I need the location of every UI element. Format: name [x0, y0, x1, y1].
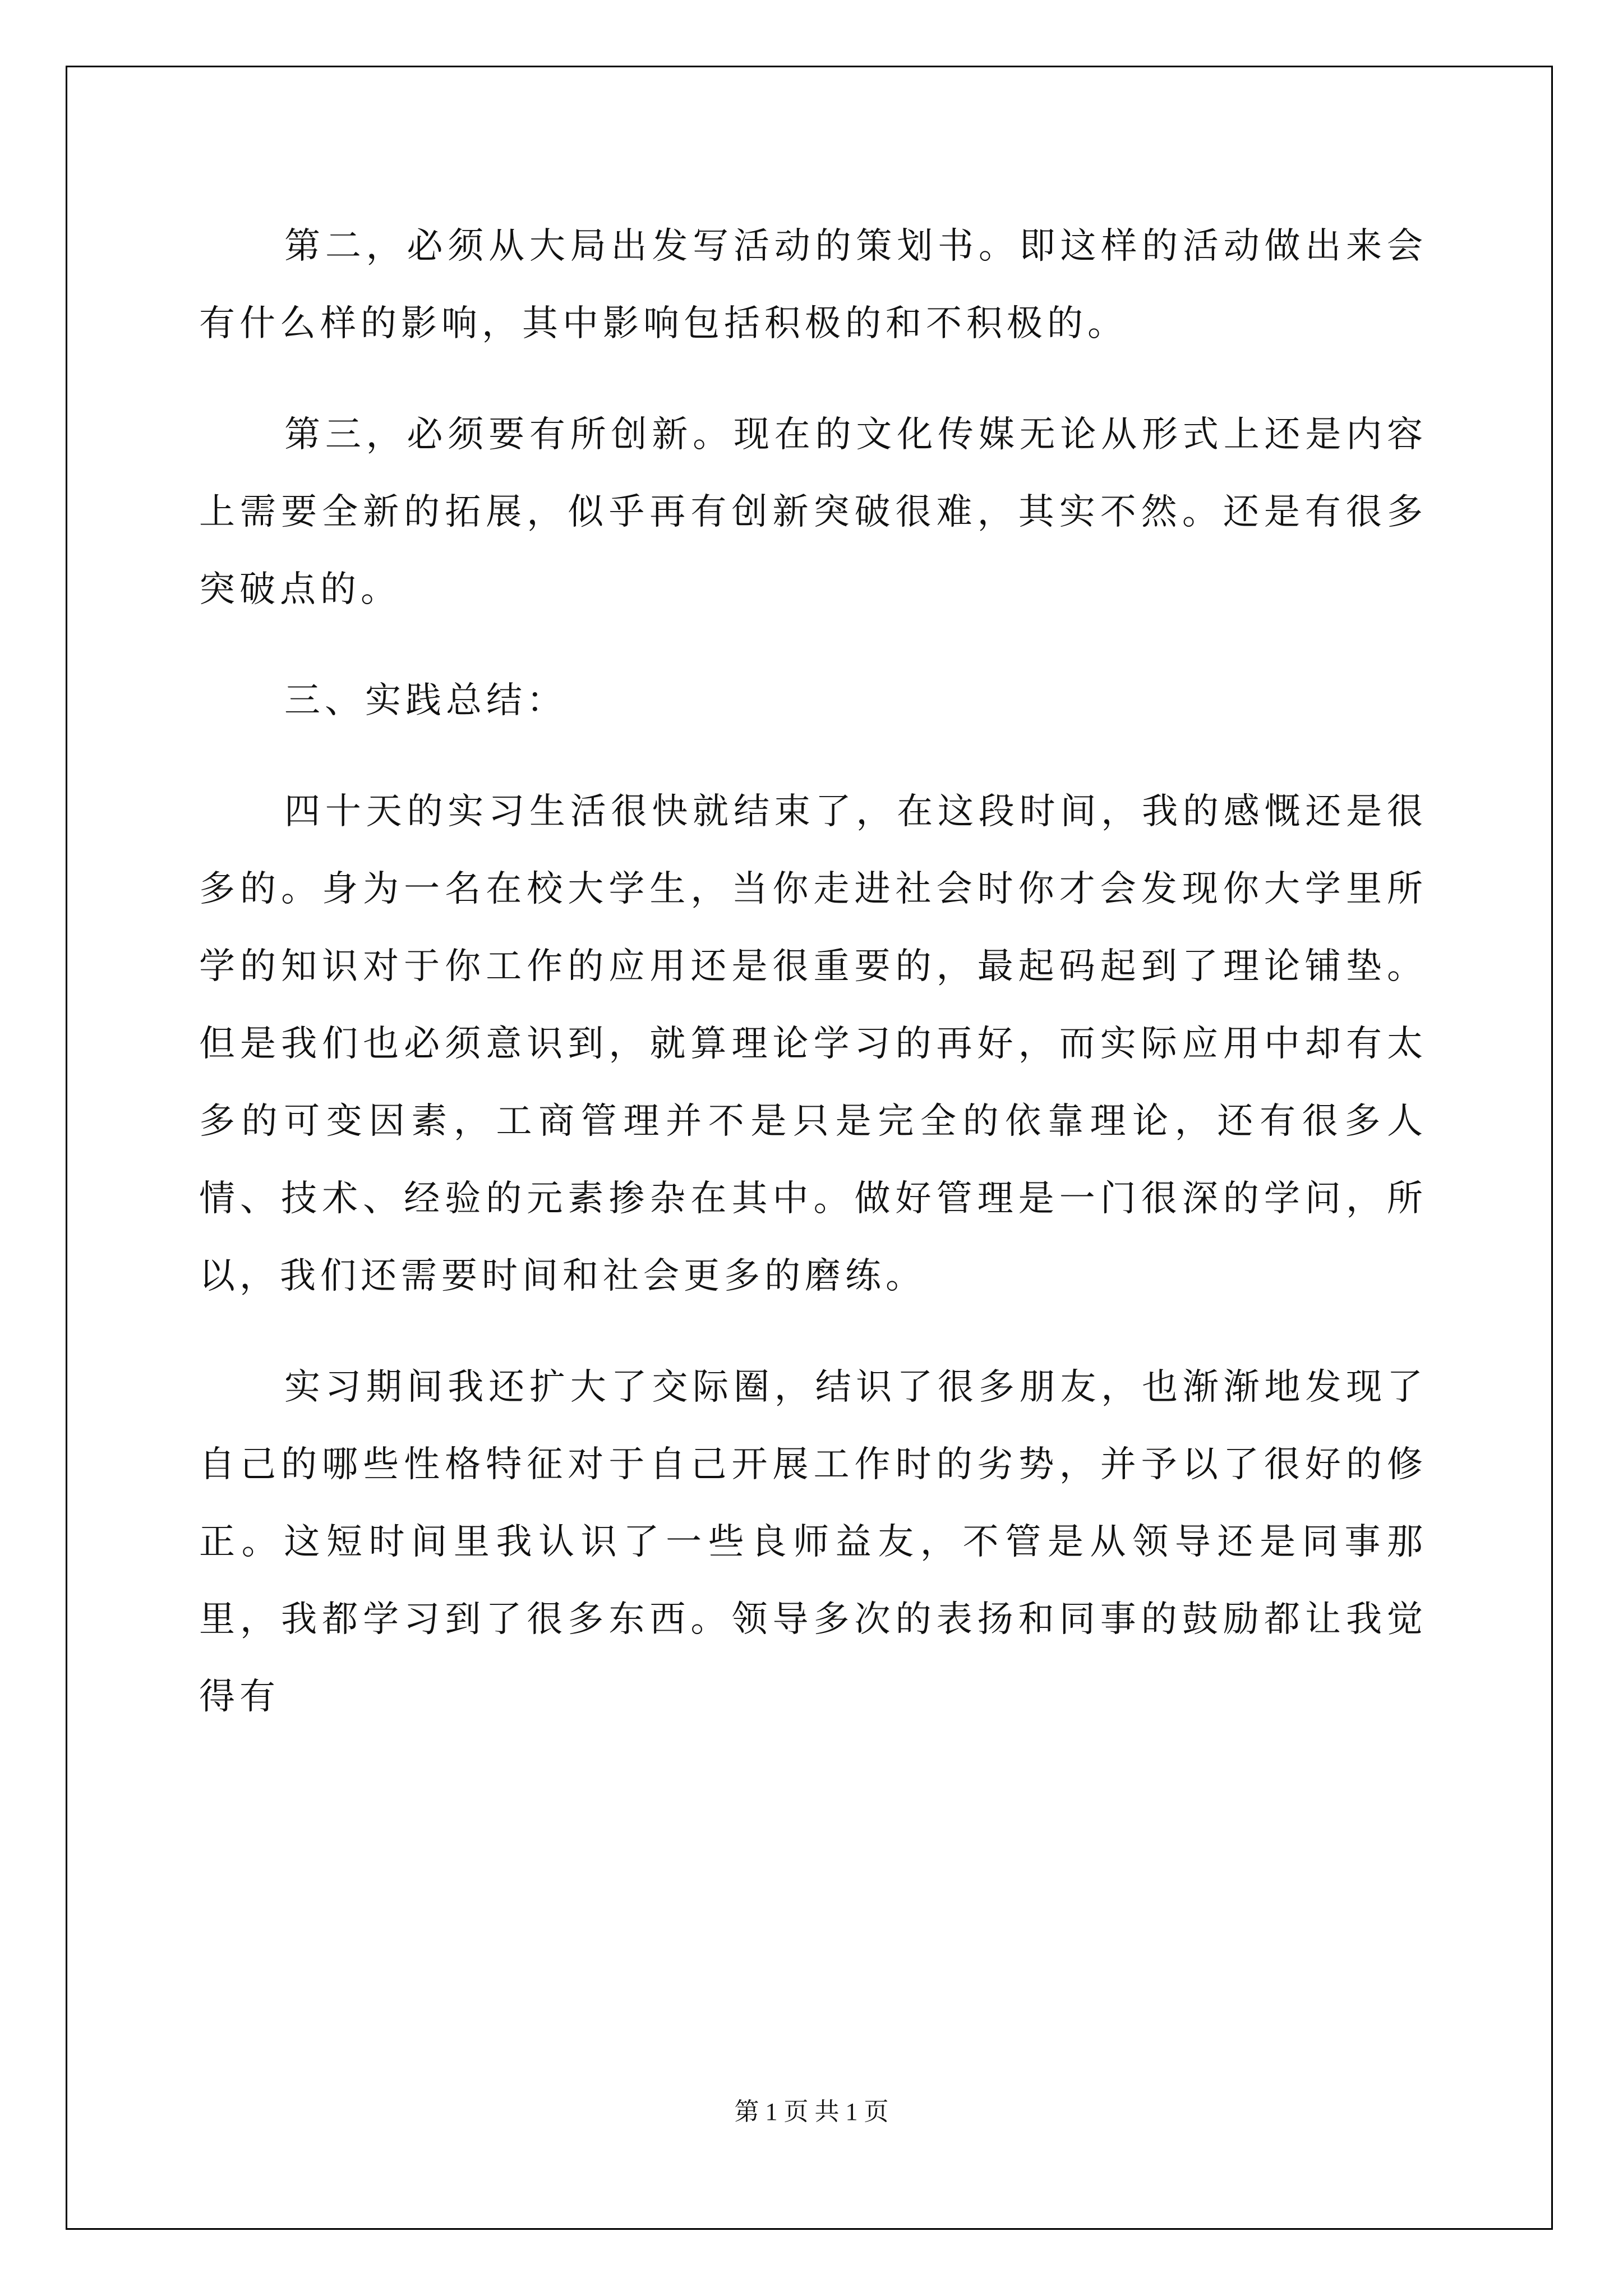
section-heading: 三、实践总结：: [284, 680, 567, 721]
paragraph: 四十天的实习生活很快就结束了，在这段时间，我的感慨还是很多的。身为一名在校大学生，当你走进社会时你才会发现你大学里所学的知识对于你工作的应用还是很重要的，最起码起到了理论铺垫。但是我们也必须意识到，就算理论学习的再好，而实际应用中却有太多的可变因素，工商管理并不是只是完全的依靠理论，还有很多人情、技术、经验的元素掺杂在其中。做好管理是一门很深的学问，所以，我们还需要时间和社会更多的磨练。: [199, 791, 1427, 1297]
paragraph: 第二，必须从大局出发写活动的策划书。即这样的活动做出来会有什么样的影响，其中影响包括积极的和不积极的。: [199, 226, 1427, 344]
paragraph: 实习期间我还扩大了交际圈，结识了很多朋友，也渐渐地发现了自己的哪些性格特征对于自己开展工作时的劣势，并予以了很好的修正。这短时间里我认识了一些良师益友，不管是从领导还是同事那里，我都学习到了很多东西。领导多次的表扬和同事的鼓励都让我觉得有: [199, 1366, 1427, 1718]
document-body: [199, 208, 1427, 1736]
paragraph: 第三，必须要有所创新。现在的文化传媒无论从形式上还是内容上需要全新的拓展，似乎再有创新突破很难，其实不然。还是有很多突破点的。: [199, 414, 1427, 610]
page-number-footer: 第 1 页 共 1 页: [734, 2098, 889, 2125]
